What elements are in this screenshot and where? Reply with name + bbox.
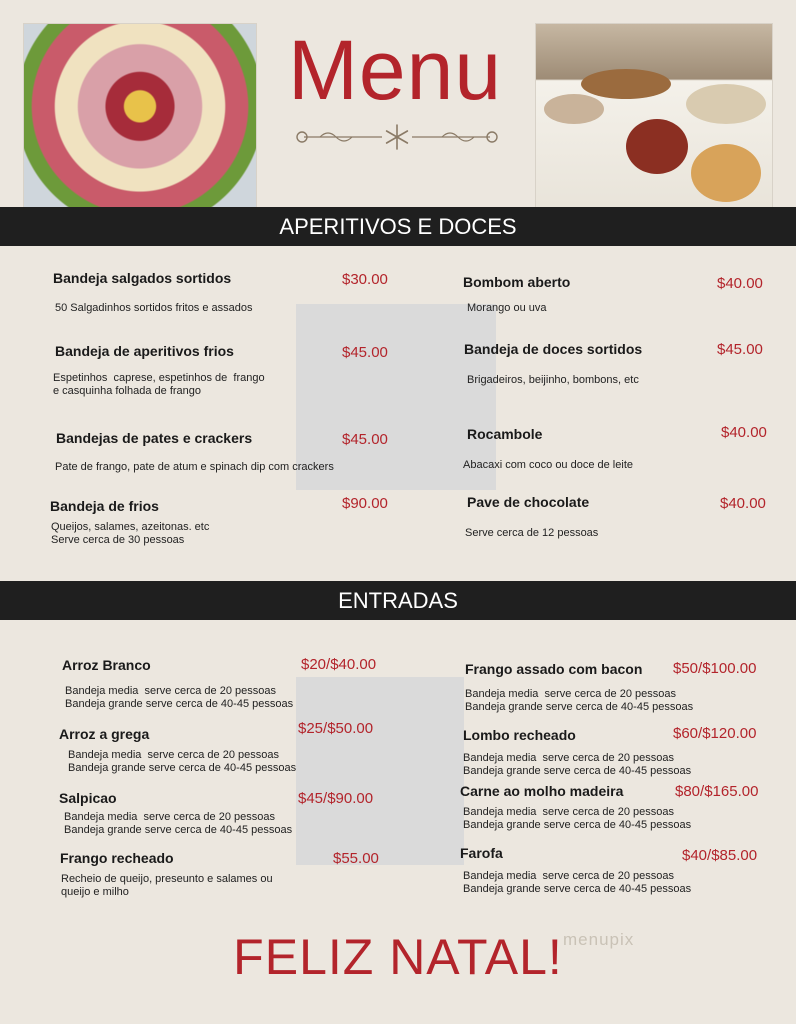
menu-item-price: $45/$90.00 bbox=[298, 790, 374, 807]
menu-item-price: $40/$85.00 bbox=[682, 847, 758, 864]
menu-item-name: Pave de chocolate bbox=[467, 494, 590, 510]
menu-item-desc: Bandeja media serve cerca de 20 pessoas Bandeja grande serve cerca de 40-45 pessoas bbox=[68, 749, 297, 774]
menu-item-name: Bandejas de pates e crackers bbox=[56, 430, 253, 446]
menu-item-name: Frango recheado bbox=[60, 850, 174, 866]
charcuterie-platter-photo bbox=[23, 23, 257, 208]
menu-item-name: Rocambole bbox=[467, 426, 543, 442]
menu-item-price: $60/$120.00 bbox=[673, 725, 757, 742]
menu-item-price: $40.00 bbox=[721, 424, 767, 441]
menu-item-price: $25/$50.00 bbox=[298, 720, 374, 737]
grey-panel bbox=[296, 677, 464, 865]
menu-item-price: $45.00 bbox=[717, 341, 763, 358]
menu-item-price: $20/$40.00 bbox=[301, 656, 377, 673]
menu-item-name: Arroz a grega bbox=[59, 726, 150, 742]
menu-item-desc: Recheio de queijo, preseunto e salames ou queijo e milho bbox=[61, 873, 273, 898]
menu-item-desc: Espetinhos caprese, espetinhos de frango e casquinha folhada de frango bbox=[53, 372, 265, 397]
menu-item-name: Frango assado com bacon bbox=[465, 661, 643, 677]
menu-item-name: Carne ao molho madeira bbox=[460, 783, 624, 799]
menu-item-name: Bandeja salgados sortidos bbox=[53, 270, 232, 286]
menu-item-name: Lombo recheado bbox=[463, 727, 576, 743]
menu-item-desc: Bandeja media serve cerca de 20 pessoas Bandeja grande serve cerca de 40-45 pessoas bbox=[64, 811, 293, 836]
menu-item-price: $40.00 bbox=[717, 275, 763, 292]
menu-item-desc: Queijos, salames, azeitonas. etc Serve cerca de 30 pessoas bbox=[51, 521, 210, 546]
menu-item-desc: Bandeja media serve cerca de 20 pessoas Bandeja grande serve cerca de 40-45 pessoas bbox=[465, 688, 694, 713]
section-heading-aperitivos: APERITIVOS E DOCES bbox=[0, 207, 796, 246]
menu-item-desc: Pate de frango, pate de atum e spinach dip com crackers bbox=[55, 461, 334, 473]
menu-item-price: $50/$100.00 bbox=[673, 660, 757, 677]
buffet-table-photo bbox=[535, 23, 773, 208]
menu-item-price: $45.00 bbox=[342, 344, 388, 361]
menu-item-desc: 50 Salgadinhos sortidos fritos e assados bbox=[55, 302, 253, 314]
menu-item-price: $45.00 bbox=[342, 431, 388, 448]
menu-item-name: Bandeja de doces sortidos bbox=[464, 341, 643, 357]
menu-item-desc: Bandeja media serve cerca de 20 pessoas Bandeja grande serve cerca de 40-45 pessoas bbox=[463, 752, 692, 777]
menu-item-desc: Bandeja media serve cerca de 20 pessoas Bandeja grande serve cerca de 40-45 pessoas bbox=[463, 870, 692, 895]
menu-item-price: $55.00 bbox=[333, 850, 379, 867]
menu-item-name: Bandeja de aperitivos frios bbox=[55, 343, 234, 359]
page-title: Menu bbox=[287, 23, 503, 117]
menu-item-desc: Bandeja media serve cerca de 20 pessoas Bandeja grande serve cerca de 40-45 pessoas bbox=[463, 806, 692, 831]
menu-item-desc: Abacaxi com coco ou doce de leite bbox=[463, 459, 633, 471]
menu-item-price: $40.00 bbox=[720, 495, 766, 512]
menu-item-price: $80/$165.00 bbox=[675, 783, 759, 800]
menu-item-desc: Brigadeiros, beijinho, bombons, etc bbox=[467, 374, 639, 386]
menu-item-name: Arroz Branco bbox=[62, 657, 151, 673]
snowflake-ornament-icon bbox=[290, 122, 504, 152]
watermark: menupix bbox=[563, 930, 635, 949]
menu-item-name: Bandeja de frios bbox=[50, 498, 159, 514]
menu-item-name: Salpicao bbox=[59, 790, 117, 806]
menu-item-desc: Serve cerca de 12 pessoas bbox=[465, 527, 599, 539]
menu-item-price: $30.00 bbox=[342, 271, 388, 288]
menu-item-name: Farofa bbox=[460, 845, 503, 861]
section-heading-entradas: ENTRADAS bbox=[0, 581, 796, 620]
menu-item-desc: Morango ou uva bbox=[467, 302, 547, 314]
menu-item-name: Bombom aberto bbox=[463, 274, 571, 290]
footer-greeting: FELIZ NATAL! bbox=[233, 929, 563, 985]
menu-item-price: $90.00 bbox=[342, 495, 388, 512]
menu-item-desc: Bandeja media serve cerca de 20 pessoas Bandeja grande serve cerca de 40-45 pessoas bbox=[65, 685, 294, 710]
